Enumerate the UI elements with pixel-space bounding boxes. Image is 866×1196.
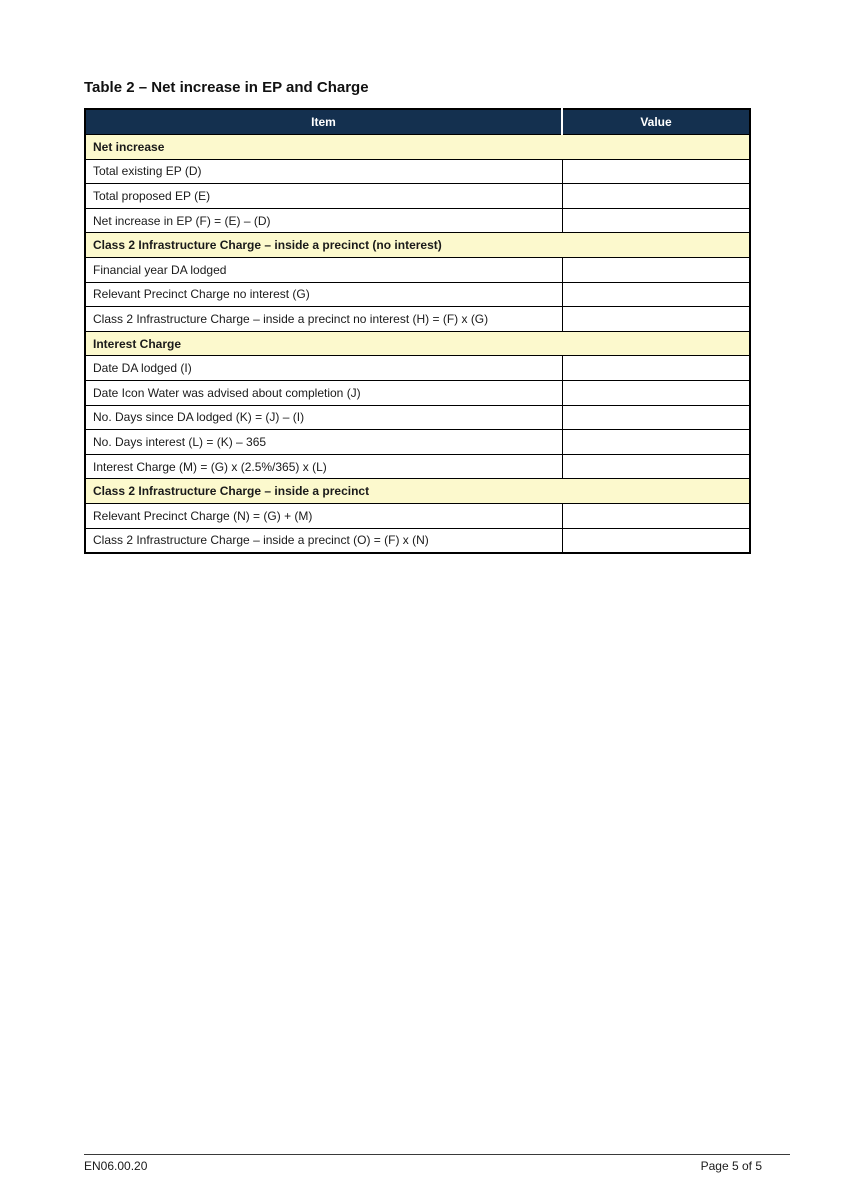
table-row [85,184,750,209]
item-cell: Date DA lodged (I) [85,356,562,381]
page-footer [84,1154,790,1173]
value-cell [562,257,750,282]
section-row [85,331,750,356]
value-cell [562,307,750,332]
item-cell: Financial year DA lodged [85,257,562,282]
column-header-value: Value [562,109,750,135]
value-cell [562,208,750,233]
value-cell [562,282,750,307]
table-row [85,380,750,405]
value-cell [562,405,750,430]
item-cell: Total existing EP (D) [85,159,562,184]
item-cell: No. Days interest (L) = (K) – 365 [85,430,562,455]
table-row [85,208,750,233]
value-cell [562,356,750,381]
net-increase-table [84,108,751,554]
item-cell: Date Icon Water was advised about completion (J) [85,380,562,405]
item-cell: Relevant Precinct Charge no interest (G) [85,282,562,307]
item-cell: Net increase in EP (F) = (E) – (D) [85,208,562,233]
item-cell: Class 2 Infrastructure Charge – inside a precinct (O) = (F) x (N) [85,528,562,553]
table-row [85,503,750,528]
table-row [85,528,750,553]
item-cell: Interest Charge (M) = (G) x (2.5%/365) x (L) [85,454,562,479]
value-cell [562,503,750,528]
table-row [85,307,750,332]
table-header-row [85,109,750,135]
section-label: Class 2 Infrastructure Charge – inside a precinct (no interest) [85,233,750,258]
table-row [85,282,750,307]
table-row [85,356,750,381]
value-cell [562,454,750,479]
page-number: Page 5 of 5 [700,1159,762,1173]
section-row [85,233,750,258]
item-cell: No. Days since DA lodged (K) = (J) – (I) [85,405,562,430]
table-body [85,135,750,553]
table-row [85,454,750,479]
section-label: Net increase [85,135,750,160]
column-header-item: Item [85,109,562,135]
item-cell: Total proposed EP (E) [85,184,562,209]
table-row [85,430,750,455]
section-row [85,479,750,504]
table-row [85,257,750,282]
section-label: Class 2 Infrastructure Charge – inside a precinct [85,479,750,504]
table-row [85,405,750,430]
value-cell [562,184,750,209]
item-cell: Class 2 Infrastructure Charge – inside a precinct no interest (H) = (F) x (G) [85,307,562,332]
document-code: EN06.00.20 [84,1159,148,1173]
section-label: Interest Charge [85,331,750,356]
page-title: Table 2 – Net increase in EP and Charge [84,79,369,96]
value-cell [562,430,750,455]
section-row [85,135,750,160]
value-cell [562,528,750,553]
item-cell: Relevant Precinct Charge (N) = (G) + (M) [85,503,562,528]
table-row [85,159,750,184]
value-cell [562,380,750,405]
value-cell [562,159,750,184]
